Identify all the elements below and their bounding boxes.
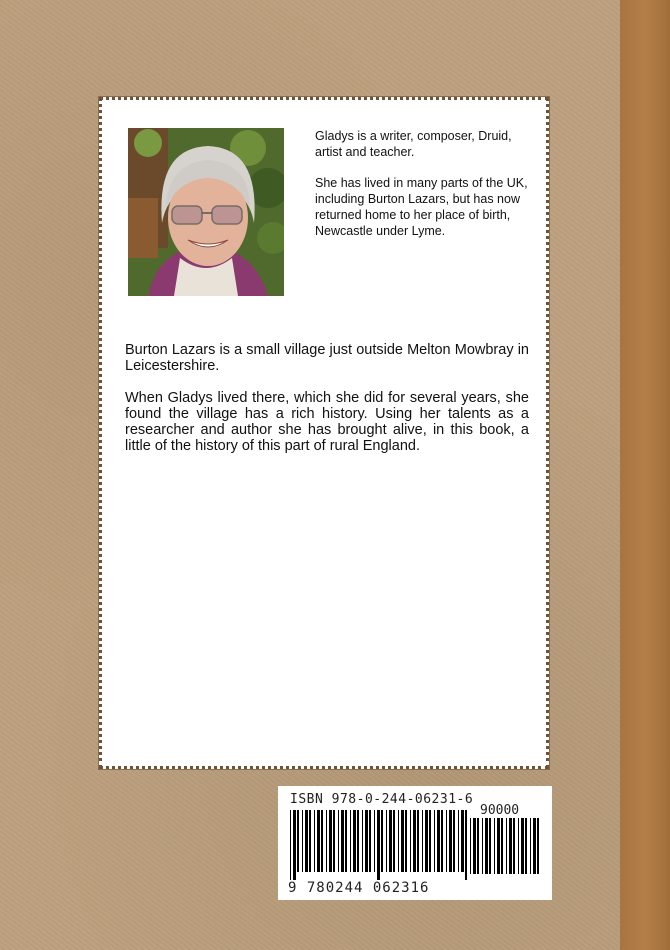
barcode-bar [482, 818, 483, 874]
barcode-bar [489, 818, 491, 874]
author-photo [128, 128, 284, 296]
barcode-bar [386, 810, 387, 872]
barcode-bar [533, 818, 536, 874]
barcode-bar [401, 810, 404, 872]
barcode-bar [369, 810, 371, 872]
author-bio [315, 128, 541, 254]
barcode-bar [509, 818, 512, 874]
barcode-bar [458, 810, 459, 872]
barcode-bar [321, 810, 323, 872]
barcode-bar [465, 810, 467, 880]
barcode-bar [470, 818, 471, 874]
addon-bars [470, 818, 540, 876]
barcode-bar [497, 818, 500, 874]
barcode-bar [302, 810, 303, 872]
barcode-bar [429, 810, 431, 872]
barcode-bar [350, 810, 351, 872]
barcode-bar [405, 810, 407, 872]
barcode-bar [530, 818, 531, 874]
barcode-bar [485, 818, 488, 874]
barcode-bar [374, 810, 375, 872]
barcode-bar [518, 818, 519, 874]
barcode-bar [290, 810, 291, 880]
barcode-bar [338, 810, 339, 872]
barcode-bar [326, 810, 327, 872]
barcode-bar [417, 810, 419, 872]
barcode-bar [461, 810, 464, 872]
barcode-bar [513, 818, 515, 874]
barcode-bar [525, 818, 527, 874]
barcode-bar [422, 810, 423, 872]
barcode-bar [506, 818, 507, 874]
bio-paragraph: She has lived in many parts of the UK, including Burton Lazars, but has now returned home to her place of birth, Newcastle under Lyme. [315, 176, 528, 238]
barcode-bar [333, 810, 335, 872]
barcode-bar [314, 810, 315, 872]
isbn-label: ISBN 978-0-244-06231-6 [290, 792, 474, 807]
barcode-bar [357, 810, 359, 872]
barcode-bar [521, 818, 524, 874]
barcode-bar [446, 810, 447, 872]
price-code: 90000 [480, 803, 520, 818]
barcode-bar [353, 810, 356, 872]
barcode-bar [501, 818, 503, 874]
barcode-bar [434, 810, 435, 872]
text-panel [99, 97, 549, 769]
ean-digits: 9 780244 062316 [288, 880, 430, 896]
barcode-bar [425, 810, 428, 872]
barcode-bar [413, 810, 416, 872]
barcode-bar [377, 810, 380, 880]
barcode-bar [398, 810, 399, 872]
barcode-bar [293, 810, 296, 880]
barcode-bar [437, 810, 440, 872]
barcode-bar [537, 818, 539, 874]
barcode-bar [410, 810, 411, 872]
barcode-bar [441, 810, 443, 872]
barcode-bar [393, 810, 395, 872]
barcode-bar [341, 810, 344, 872]
barcode-bar [494, 818, 495, 874]
isbn-barcode [278, 786, 552, 900]
barcode-bar [309, 810, 311, 872]
barcode-bar [381, 810, 383, 872]
barcode-bar [317, 810, 320, 872]
barcode-bar [449, 810, 452, 872]
barcode-bar [365, 810, 368, 872]
barcode-bar [329, 810, 332, 872]
barcode-bar [305, 810, 308, 872]
bio-paragraph: Gladys is a writer, composer, Druid, artist and teacher. [315, 129, 512, 159]
book-spine [620, 0, 670, 950]
barcode-bar [345, 810, 347, 872]
ean-bars [290, 810, 468, 880]
description-paragraph: Burton Lazars is a small village just outside Melton Mowbray in Leicestershire. [125, 342, 529, 374]
barcode-bar [362, 810, 363, 872]
barcode-bar [389, 810, 392, 872]
description-paragraph: When Gladys lived there, which she did for several years, she found the village has a rich history. Using her talents as a researcher and author she has brought alive, in this book, a little of the history of this part of rural England. [125, 390, 529, 454]
barcode-bar [453, 810, 455, 872]
barcode-bar [477, 818, 479, 874]
book-description [125, 342, 529, 470]
barcode-bar [297, 810, 299, 872]
barcode-bar [473, 818, 476, 874]
